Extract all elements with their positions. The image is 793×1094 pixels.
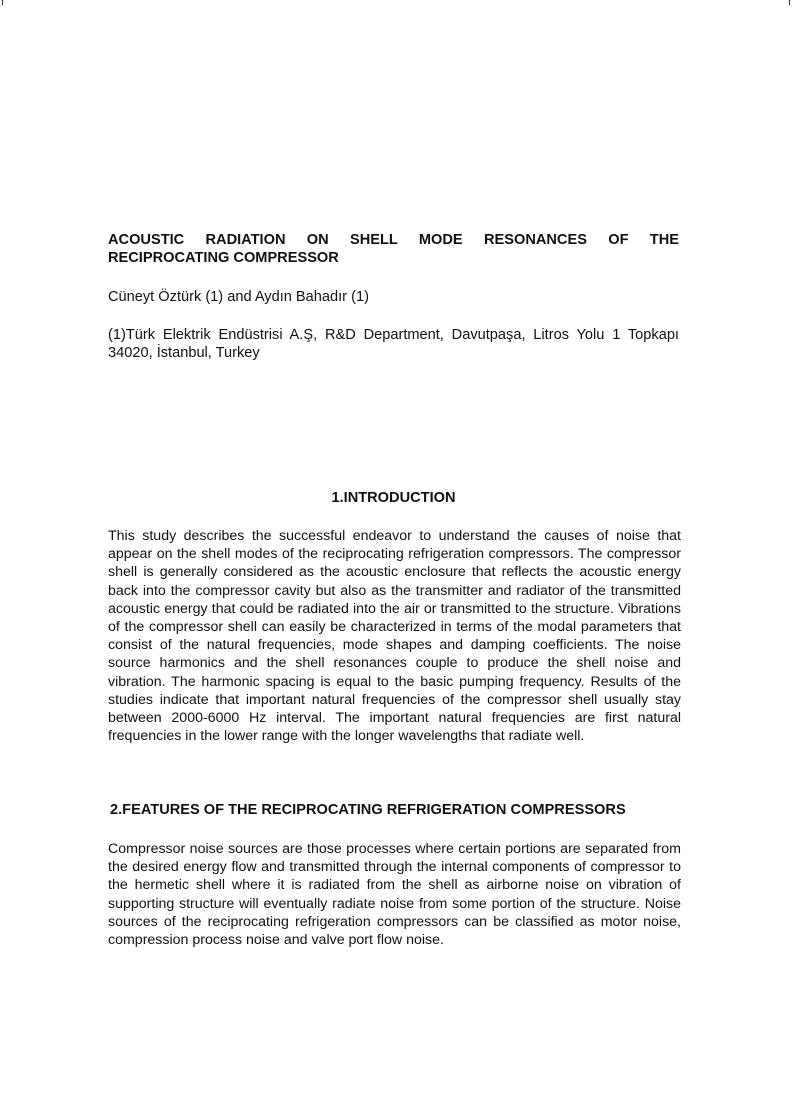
- section-heading-features: 2.FEATURES OF THE RECIPROCATING REFRIGERATION COMPRESSORS: [110, 802, 626, 818]
- author-affiliation: (1)Türk Elektrik Endüstrisi A.Ş, R&D Department, Davutpaşa, Litros Yolu 1 Topkapı 34020, İstanbul, Turkey: [108, 327, 679, 361]
- introduction-paragraph: This study describes the successful endeavor to understand the causes of noise that appear on the shell modes of the reciprocating refrigeration compressors. The compressor shell is generally considered as the acoustic enclosure that reflects the acoustic energy back into the compressor cavity but also as the transmitter and radiator of the transmitted acoustic energy that could be radiated into the air or transmitted to the structure. Vibrations of the compressor shell can easily be characterized in terms of the modal parameters that consist of the natural frequencies, mode shapes and damping coefficients. The noise source harmonics and the shell resonances couple to produce the shell noise and vibration. The harmonic spacing is equal to the basic pumping frequency. Results of the studies indicate that important natural frequencies of the compressor shell usually stay between 2000-6000 Hz interval. The important natural frequencies are first natural frequencies in the lower range with the longer wavelengths that radiate well.: [108, 528, 681, 745]
- scan-edge-mark-left: [2, 0, 3, 5]
- scan-edge-mark-right: [789, 0, 790, 5]
- features-paragraph: Compressor noise sources are those processes where certain portions are separated from the desired energy flow and transmitted through the internal components of compressor to the hermetic shell where it is radiated from the shell as airborne noise on vibration of supporting structure will eventually radiate noise from some portion of the structure. Noise sources of the reciprocating refrigeration compressors can be classified as motor noise, compression process noise and valve port flow noise.: [108, 841, 681, 949]
- author-list: Cüneyt Öztürk (1) and Aydın Bahadır (1): [108, 289, 369, 305]
- paper-title: ACOUSTIC RADIATION ON SHELL MODE RESONANCES OF THE RECIPROCATING COMPRESSOR: [108, 232, 679, 266]
- section-heading-introduction: 1.INTRODUCTION: [331, 490, 456, 506]
